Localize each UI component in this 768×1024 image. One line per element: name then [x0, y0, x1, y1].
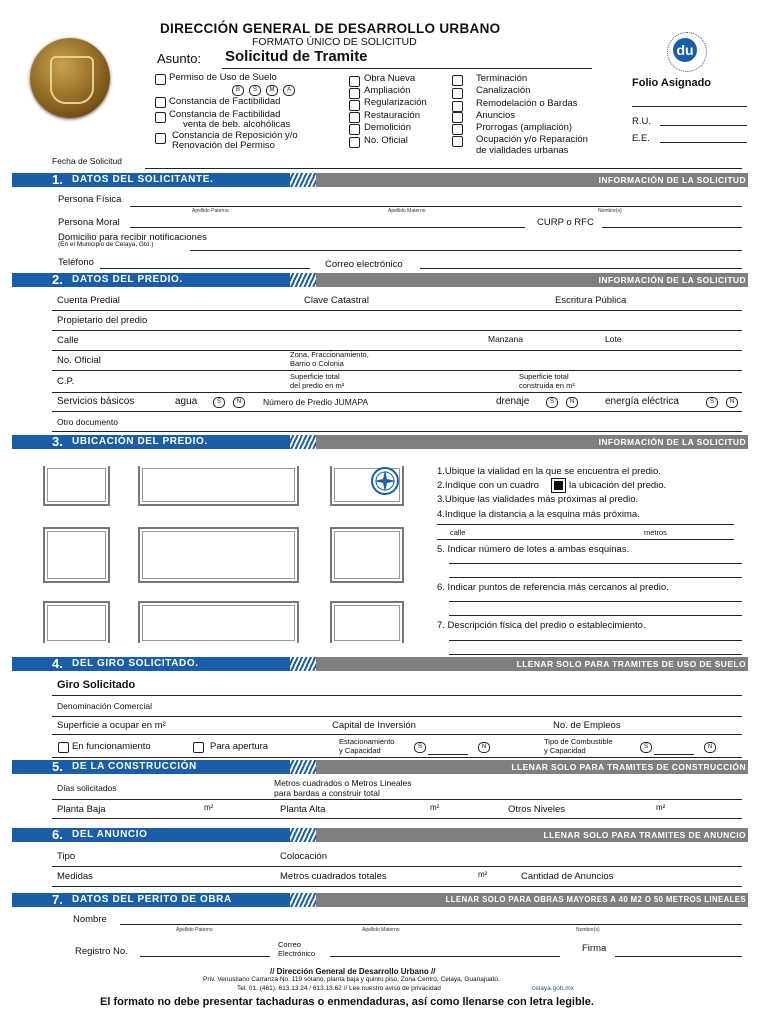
label-clave-catastral: Clave Catastral [304, 295, 369, 306]
section-5-info: LLENAR SOLO PARA TRAMITES DE CONSTRUCCIÓN [511, 762, 746, 772]
label-calle-dist: calle [450, 528, 466, 537]
label-curp: CURP o RFC [537, 217, 594, 228]
footer-tel: Tel. 01. (461). 613.13.24 / 613.13.62 // Lee nuestro aviso de privacidad [237, 985, 441, 992]
checkbox-anuncios[interactable] [452, 112, 463, 123]
label-persona-moral: Persona Moral [58, 217, 120, 228]
section-3-info: INFORMACIÓN DE LA SOLICITUD [598, 437, 746, 447]
map-block-1[interactable] [43, 466, 110, 506]
field-calle[interactable] [52, 350, 742, 351]
section-3-number: 3. [52, 434, 63, 449]
seal-inner-icon [50, 56, 94, 104]
unit-anuncio: m² [478, 870, 488, 879]
map-block-7[interactable] [43, 601, 110, 643]
label-remodelacion: Remodelación o Bardas [476, 98, 578, 109]
label-prorrogas: Prorrogas (ampliación) [476, 122, 573, 133]
section-7-info: LLENAR SOLO PARA OBRAS MAYORES A 40 M2 O 50 METROS LINEALES [445, 895, 746, 904]
label-planta-alta: Planta Alta [280, 804, 326, 815]
checkbox-remodelacion[interactable] [452, 101, 463, 112]
section-4-header [0, 657, 768, 671]
fecha-label: Fecha de Solicitud [52, 156, 122, 166]
label-cuenta-predial: Cuenta Predial [57, 295, 120, 306]
estacionamiento-si[interactable]: S [414, 742, 426, 753]
checkbox-uso-suelo[interactable] [155, 74, 166, 85]
map-block-8[interactable] [138, 601, 299, 643]
field-propietario[interactable] [52, 330, 742, 331]
label-sup-total-2: del predio en m² [290, 381, 345, 390]
checkbox-prorrogas[interactable] [452, 124, 463, 135]
unit-baja: m² [204, 803, 214, 812]
label-estacionamiento-2: y Capacidad [339, 746, 381, 755]
label-manzana: Manzana [488, 334, 523, 344]
label-anuncios: Anuncios [476, 110, 516, 121]
energia-si[interactable]: S [706, 397, 718, 408]
label-registro: Registro No. [75, 946, 128, 957]
field-lotes-1[interactable] [449, 563, 742, 564]
field-correo[interactable] [420, 268, 742, 269]
label-lote: Lote [605, 334, 622, 344]
label-colocacion: Colocación [280, 851, 327, 862]
checkbox-factibilidad-alcohol[interactable] [155, 112, 166, 123]
footer-url[interactable]: celaya.gob.mx [532, 985, 574, 992]
label-cantidad-anuncios: Cantidad de Anuncios [521, 871, 614, 882]
label-apellido-materno: Apellido Materno [388, 208, 426, 214]
field-no-oficial[interactable] [52, 370, 742, 371]
field-telefono[interactable] [100, 268, 310, 269]
municipal-seal [30, 38, 110, 118]
instruction-2b: la ubicación del predio. [569, 480, 667, 491]
folio-label: Folio Asignado [632, 77, 712, 89]
section-6-header [0, 828, 768, 842]
compass-icon [370, 466, 400, 496]
label-metros-1: Metros cuadrados o Metros Lineales [274, 778, 412, 788]
field-referencia-1[interactable] [449, 601, 742, 602]
unit-otros: m² [656, 803, 666, 812]
section-3-header [0, 435, 768, 449]
label-nombre-perito: Nombre [73, 914, 107, 925]
label-persona-fisica: Persona Física [58, 194, 122, 205]
checkbox-obra-nueva[interactable] [349, 76, 360, 87]
field-domicilio[interactable] [190, 250, 742, 251]
label-ampliacion: Ampliación [364, 85, 411, 96]
label-medidas: Medidas [57, 871, 93, 882]
field-cuenta-predial[interactable] [52, 310, 742, 311]
checkbox-funcionamiento[interactable] [58, 742, 69, 753]
ru-field[interactable] [660, 125, 747, 126]
label-canalizacion: Canalización [476, 85, 531, 96]
label-reposicion-2: Renovación del Permiso [172, 140, 275, 151]
footer-notice: El formato no debe presentar tachaduras o enmendaduras, así como llenarse con letra legible. [100, 996, 594, 1008]
label-zona-2: Barrio o Colonia [290, 359, 344, 368]
label-no-oficial-predio: No. Oficial [57, 355, 101, 366]
label-sup-total-1: Superficie total [290, 372, 340, 381]
checkbox-apertura[interactable] [193, 742, 204, 753]
field-distancia[interactable] [437, 539, 734, 540]
label-cp: C.P. [57, 376, 75, 387]
label-ocupacion-2: de vialidades urbanas [476, 145, 569, 156]
option-s[interactable]: S [249, 85, 261, 96]
checkbox-factibilidad[interactable] [155, 97, 166, 108]
section-6-title: DEL ANUNCIO [72, 829, 148, 840]
field-medidas[interactable] [52, 886, 742, 887]
label-jumapa: Número de Predio JUMAPA [263, 397, 369, 407]
checkbox-reposicion[interactable] [155, 133, 166, 144]
map-block-2[interactable] [138, 466, 299, 506]
label-terminacion: Terminación [476, 73, 528, 84]
section-7-number: 7. [52, 892, 63, 907]
label-factibilidad-alcohol: Constancia de Factibilidad [169, 109, 281, 120]
unit-alta: m² [430, 803, 440, 812]
label-perito-apellido-paterno: Apellido Paterno [176, 927, 213, 933]
field-persona-fisica[interactable] [130, 206, 742, 207]
energia-no[interactable]: N [726, 397, 738, 408]
label-telefono: Teléfono [58, 257, 94, 268]
section-4-title: DEL GIRO SOLICITADO. [72, 658, 199, 669]
drenaje-si[interactable]: S [546, 397, 558, 408]
label-funcionamiento: En funcionamiento [72, 741, 151, 752]
instruction-4: 4.Indique la distancia a la esquina más próxima. [437, 509, 640, 520]
instruction-5: 5. Indicar número de lotes a ambas esquinas. [437, 544, 630, 555]
label-uso-suelo: Permiso de Uso de Suelo [169, 72, 277, 83]
checkbox-canalizacion[interactable] [452, 88, 463, 99]
ee-label: E.E. [632, 133, 650, 144]
checkbox-ampliacion[interactable] [349, 88, 360, 99]
label-firma: Firma [582, 943, 607, 954]
label-obra-nueva: Obra Nueva [364, 73, 416, 84]
footer-address: Priv. Venustiano Carranza No. 119 sótano, planta baja y quinto piso, Zona Centro, Celaya, Guanajuato. [203, 976, 500, 983]
asunto-label: Asunto: [157, 51, 202, 66]
label-planta-baja: Planta Baja [57, 804, 106, 815]
label-otros-niveles: Otros Niveles [508, 804, 566, 815]
field-curp[interactable] [602, 227, 742, 228]
section-4-info: LLENAR SOLO PARA TRAMITES DE USO DE SUELO [516, 659, 746, 669]
field-descripcion-2[interactable] [449, 654, 742, 655]
ee-field[interactable] [660, 142, 747, 143]
field-nombre-perito[interactable] [120, 924, 742, 925]
field-superficie-ocupar[interactable] [52, 734, 742, 735]
label-superficie-ocupar: Superficie a ocupar en m² [57, 720, 166, 731]
label-nombres: Nombre(s) [598, 208, 622, 214]
checkbox-restauracion[interactable] [349, 112, 360, 123]
section-7-header [0, 893, 768, 907]
field-registro[interactable] [140, 956, 270, 957]
label-no-oficial: No. Oficial [364, 135, 408, 146]
label-factibilidad: Constancia de Factibilidad [169, 96, 281, 107]
label-drenaje: drenaje [496, 396, 530, 407]
field-cp[interactable] [52, 392, 742, 393]
field-giro[interactable] [52, 695, 742, 696]
label-calle: Calle [57, 335, 79, 346]
option-a[interactable]: A [283, 85, 295, 96]
fecha-field[interactable] [145, 168, 742, 169]
drenaje-no[interactable]: N [566, 397, 578, 408]
label-tipo-anuncio: Tipo [57, 851, 76, 862]
field-lotes-2[interactable] [449, 577, 742, 578]
field-denominacion[interactable] [52, 716, 742, 717]
label-propietario: Propietario del predio [57, 315, 148, 326]
option-m[interactable]: M [266, 85, 278, 96]
section-1-title: DATOS DEL SOLICITANTE. [72, 174, 214, 185]
header-title: DIRECCIÓN GENERAL DE DESARROLLO URBANO [160, 21, 501, 36]
section-5-number: 5. [52, 759, 63, 774]
field-planta-baja[interactable] [52, 818, 742, 819]
label-sup-const-2: construida en m² [519, 381, 575, 390]
map-block-6[interactable] [330, 527, 404, 583]
label-estacionamiento-1: Estacionamiento [339, 737, 395, 746]
label-giro: Giro Solicitado [57, 679, 136, 691]
section-1-header [0, 173, 768, 187]
instruction-7: 7. Descripción física del predio o establecimiento. [437, 620, 646, 631]
label-sup-const-1: Superficie total [519, 372, 569, 381]
label-empleos: No. de Empleos [553, 720, 621, 731]
section-2-info: INFORMACIÓN DE LA SOLICITUD [598, 275, 746, 285]
label-zona-1: Zona, Fraccionamiento, [290, 350, 369, 359]
label-combustible-1: Tipo de Combustible [544, 737, 613, 746]
section-2-number: 2. [52, 272, 63, 287]
section-2-header [0, 273, 768, 287]
field-persona-moral[interactable] [130, 227, 525, 228]
label-perito-apellido-materno: Apellido Materno [362, 927, 400, 933]
label-denominacion: Denominación Comercial [57, 701, 152, 711]
label-metros-totales: Metros cuadrados totales [280, 871, 387, 882]
instruction-2a: 2.Indique con un cuadro [437, 480, 539, 491]
label-perito-nombres: Nombre(s) [576, 927, 600, 933]
section-1-number: 1. [52, 172, 63, 187]
label-correo: Correo electrónico [325, 259, 403, 270]
label-domicilio: Domicilio para recibir notificaciones [58, 232, 207, 243]
agua-no[interactable]: N [233, 397, 245, 408]
section-5-title: DE LA CONSTRUCCIÓN [72, 761, 197, 772]
label-restauracion: Restauración [364, 110, 420, 121]
field-tipo-anuncio[interactable] [52, 866, 742, 867]
label-dias: Días solicitados [57, 783, 117, 793]
map-block-4[interactable] [43, 527, 110, 583]
instruction-1: 1.Ubique la vialidad en la que se encuentra el predio. [437, 466, 661, 477]
checkbox-ocupacion[interactable] [452, 136, 463, 147]
label-correo-perito-1: Correo [278, 940, 301, 949]
label-servicios: Servicios básicos [57, 396, 135, 407]
section-5-header [0, 760, 768, 774]
label-combustible-2: y Capacidad [544, 746, 586, 755]
label-escritura: Escritura Pública [555, 295, 627, 306]
section-2-title: DATOS DEL PREDIO. [72, 274, 183, 285]
du-logo-icon [664, 30, 710, 76]
label-agua: agua [175, 396, 198, 407]
label-demolicion: Demolición [364, 122, 411, 133]
label-metros-dist: metros [644, 528, 667, 537]
instruction-3: 3.Ubique las vialidades más próximas al predio. [437, 494, 639, 505]
section-3-title: UBICACIÓN DEL PREDIO. [72, 436, 208, 447]
estacionamiento-no[interactable]: N [478, 742, 490, 753]
field-servicios[interactable] [52, 411, 742, 412]
option-b[interactable]: B [232, 85, 244, 96]
section-4-number: 4. [52, 656, 63, 671]
agua-si[interactable]: S [213, 397, 225, 408]
instruction-6: 6. Indicar puntos de referencia más cercanos al predio. [437, 582, 669, 593]
label-apertura: Para apertura [210, 741, 269, 752]
section-1-info: INFORMACIÓN DE LA SOLICITUD [598, 175, 746, 185]
label-domicilio-note: (En el Municipio de Celaya, Gto.) [58, 241, 154, 248]
header-subtitle: FORMATO ÚNICO DE SOLICITUD [252, 36, 417, 48]
section-7-title: DATOS DEL PERITO DE OBRA [72, 894, 232, 905]
map-block-9[interactable] [330, 601, 404, 643]
label-correo-perito-2: Electrónico [278, 949, 316, 958]
du-logo-text: du [673, 38, 697, 62]
folio-field[interactable] [632, 106, 747, 107]
checkbox-no-oficial[interactable] [349, 137, 360, 148]
field-referencia-2[interactable] [449, 615, 742, 616]
label-ocupacion: Ocupación y/o Reparación [476, 134, 588, 145]
field-correo-perito[interactable] [330, 956, 560, 957]
label-apellido-paterno: Apellido Paterno [192, 208, 229, 214]
field-descripcion-1[interactable] [449, 640, 742, 641]
combustible-no[interactable]: N [704, 742, 716, 753]
section-6-info: LLENAR SOLO PARA TRAMITES DE ANUNCIO [543, 830, 746, 840]
field-firma[interactable] [615, 956, 742, 957]
ru-label: R.U. [632, 116, 651, 127]
combustible-si[interactable]: S [640, 742, 652, 753]
label-metros-2: para bardas a construir total [274, 788, 380, 798]
label-otro-documento: Otro documento [57, 417, 118, 427]
label-regularizacion: Regularización [364, 97, 427, 108]
label-reposicion: Constancia de Reposición y/o [172, 130, 298, 141]
field-otro-documento[interactable] [52, 431, 742, 432]
checkbox-regularizacion[interactable] [349, 100, 360, 111]
checkbox-terminacion[interactable] [452, 75, 463, 86]
map-block-5[interactable] [138, 527, 299, 583]
square-marker-icon [551, 478, 566, 493]
label-energia: energía eléctrica [605, 396, 679, 407]
checkbox-demolicion[interactable] [349, 124, 360, 135]
label-factibilidad-alcohol-2: venta de beb. alcohólicas [183, 119, 291, 130]
section-6-number: 6. [52, 827, 63, 842]
asunto-value: Solicitud de Tramite [225, 48, 368, 65]
field-dias[interactable] [52, 799, 742, 800]
label-capital: Capital de Inversión [332, 720, 416, 731]
footer-direccion: // Dirección General de Desarrollo Urbano // [270, 967, 436, 976]
